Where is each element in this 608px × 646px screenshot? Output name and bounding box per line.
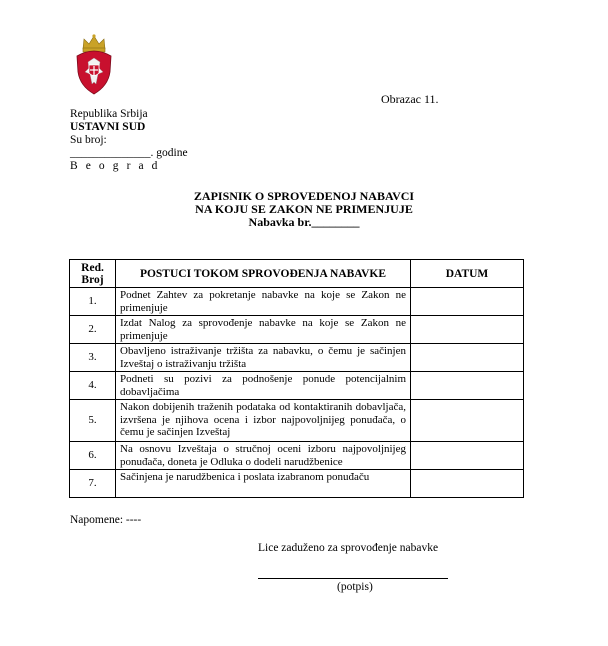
- serbia-coat-of-arms-icon: [74, 32, 114, 98]
- row-number: 5.: [70, 400, 116, 442]
- date-line: ______________. godine: [70, 147, 188, 159]
- row-date-cell[interactable]: [411, 400, 524, 442]
- signature-line: [258, 578, 448, 579]
- title-line-1: ZAPISNIK O SPROVEDENOJ NABAVCI: [193, 189, 415, 203]
- row-description: Podnet Zahtev za pokretanje nabavke na koje se Zakon ne primenjuje: [116, 288, 411, 316]
- title-line-2: NA KOJU SE ZAKON NE PRIMENJUJE: [195, 202, 413, 216]
- court-name: USTAVNI SUD: [70, 121, 146, 133]
- row-date-cell[interactable]: [411, 288, 524, 316]
- header-order-number: Red. Broj: [70, 260, 116, 288]
- row-description: Na osnovu Izveštaja o stručnoj oceni izboru najpovoljnijeg ponuđača, doneta je Odluka o dodeli narudžbenice: [116, 442, 411, 470]
- row-description: Obavljeno istraživanje tržišta za nabavku, o čemu je sačinjen Izveštaj o istraživanju tržišta: [116, 344, 411, 372]
- table-row: [70, 344, 524, 372]
- title-line-3: Nabavka br.________: [248, 215, 360, 229]
- row-number: 4.: [70, 372, 116, 400]
- table-row: [70, 442, 524, 470]
- document-title: [0, 190, 608, 229]
- row-description: Izdat Nalog za sprovođenje nabavke na koje se Zakon ne primenjuje: [116, 316, 411, 344]
- notes-label: Napomene: ----: [70, 514, 142, 526]
- header-date: DATUM: [411, 260, 524, 288]
- signature-label: (potpis): [337, 581, 373, 593]
- row-date-cell[interactable]: [411, 442, 524, 470]
- reference-number-label: Su broj:: [70, 134, 107, 146]
- row-number: 6.: [70, 442, 116, 470]
- form-number: Obrazac 11.: [381, 92, 439, 106]
- row-number: 2.: [70, 316, 116, 344]
- table-row: [70, 288, 524, 316]
- responsible-person-label: Lice zaduženo za sprovođenje nabavke: [258, 542, 439, 554]
- row-description: Nakon dobijenih traženih podataka od kontaktiranih dobavljača, izvršena je njihova ocena i izbor najpovoljnijeg ponuđača, o čemu je sačinjen Izveštaj: [116, 400, 411, 442]
- city-name: B e o g r a d: [70, 160, 161, 172]
- row-number: 1.: [70, 288, 116, 316]
- row-number: 3.: [70, 344, 116, 372]
- row-number: 7.: [70, 470, 116, 498]
- procedure-table: [69, 259, 524, 498]
- table-row: [70, 400, 524, 442]
- row-date-cell[interactable]: [411, 316, 524, 344]
- header-procedures: POSTUCI TOKOM SPROVOĐENJA NABAVKE: [116, 260, 411, 288]
- table-header-row: [70, 260, 524, 288]
- country-name: Republika Srbija: [70, 108, 148, 120]
- table-row: [70, 470, 524, 498]
- row-date-cell[interactable]: [411, 344, 524, 372]
- institution-header: [70, 108, 188, 173]
- row-description: Sačinjena je narudžbenica i poslata izabranom ponuđaču: [116, 470, 411, 498]
- row-date-cell[interactable]: [411, 470, 524, 498]
- row-date-cell[interactable]: [411, 372, 524, 400]
- table-row: [70, 316, 524, 344]
- row-description: Podneti su pozivi za podnošenje ponude potencijalnim dobavljačima: [116, 372, 411, 400]
- table-row: [70, 372, 524, 400]
